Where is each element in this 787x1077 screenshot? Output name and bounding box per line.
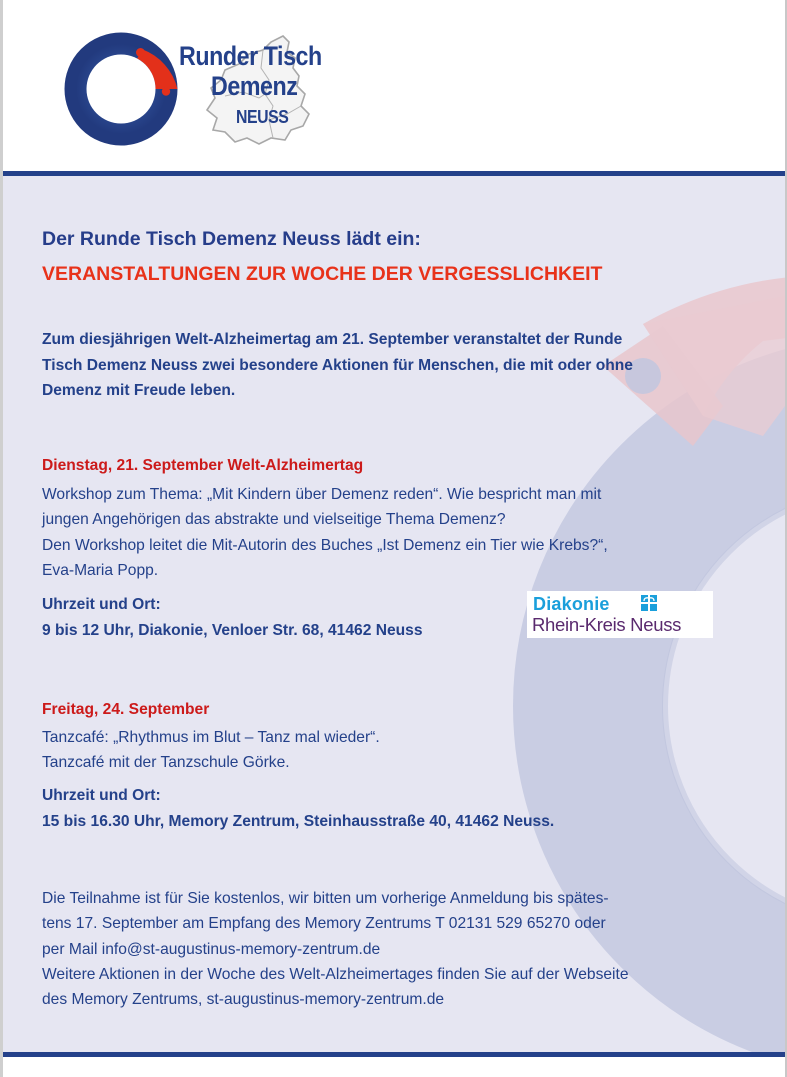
event-1-location: 9 bis 12 Uhr, Diakonie, Venloer Str. 68, 41462 Neuss [42, 622, 423, 639]
diakonie-cross-icon [641, 595, 657, 611]
logo-line-demenz: Demenz [211, 71, 298, 101]
event-2-date: Freitag, 24. September [42, 701, 210, 718]
closing-line: tens 17. September am Empfang des Memory Zentrums T 02131 529 65270 oder [42, 915, 606, 933]
description-line: Tanzcafé: „Rhythmus im Blut – Tanz mal wieder“. [42, 729, 380, 746]
page-title: VERANSTALTUNGEN ZUR WOCHE DER VERGESSLICHKEIT [42, 263, 603, 285]
closing-line: Weitere Aktionen in der Woche des Welt-Alzheimertages finden Sie auf der Webseite [42, 965, 629, 983]
logo-line-neuss: NEUSS [236, 107, 289, 127]
diakonie-region: Rhein-Kreis Neuss [532, 614, 682, 635]
intro-line: Demenz mit Freude leben. [42, 382, 236, 399]
event-2-location-label: Uhrzeit und Ort: [42, 787, 161, 804]
diakonie-name: Diakonie [533, 594, 610, 614]
logo-line-runder-tisch: Runder Tisch [179, 41, 322, 71]
description-line: Eva-Maria Popp. [42, 561, 159, 579]
diakonie-logo [527, 591, 713, 638]
intro-line: Zum diesjährigen Welt-Alzheimertag am 21. September veranstaltet der Runde [42, 331, 623, 348]
event-2-description [42, 725, 380, 776]
closing-line-website: des Memory Zentrums, st-augustinus-memory-zentrum.de [42, 991, 445, 1009]
intro-line: Tisch Demenz Neuss zwei besondere Aktionen für Menschen, die mit oder ohne [42, 356, 633, 374]
event-1-location-label: Uhrzeit und Ort: [42, 596, 161, 613]
invite-heading: Der Runde Tisch Demenz Neuss lädt ein: [42, 228, 421, 250]
description-line: Tanzcafé mit der Tanzschule Görke. [42, 754, 290, 772]
intro-paragraph [42, 327, 633, 404]
footer [3, 1057, 785, 1077]
header [3, 0, 785, 171]
event-2-location: 15 bis 16.30 Uhr, Memory Zentrum, Steinhausstraße 40, 41462 Neuss. [42, 813, 555, 830]
description-line: Den Workshop leitet die Mit-Autorin des Buches „Ist Demenz ein Tier wie Krebs?“, [42, 536, 608, 554]
closing-paragraph [42, 886, 629, 1012]
description-line: jungen Angehörigen das abstrakte und vielseitige Thema Demenz? [42, 511, 506, 529]
event-1-description [42, 482, 608, 583]
flyer-page [3, 0, 785, 1077]
logo-wordmark [173, 36, 348, 136]
closing-line-email: per Mail info@st-augustinus-memory-zentrum.de [42, 940, 381, 958]
event-1-date: Dienstag, 21. September Welt-Alzheimertag [42, 457, 364, 474]
puzzle-ring-icon [63, 31, 181, 149]
closing-line: Die Teilnahme ist für Sie kostenlos, wir bitten um vorherige Anmeldung bis spätes- [42, 890, 609, 907]
description-line: Workshop zum Thema: „Mit Kindern über Demenz reden“. Wie bespricht man mit [42, 486, 602, 503]
